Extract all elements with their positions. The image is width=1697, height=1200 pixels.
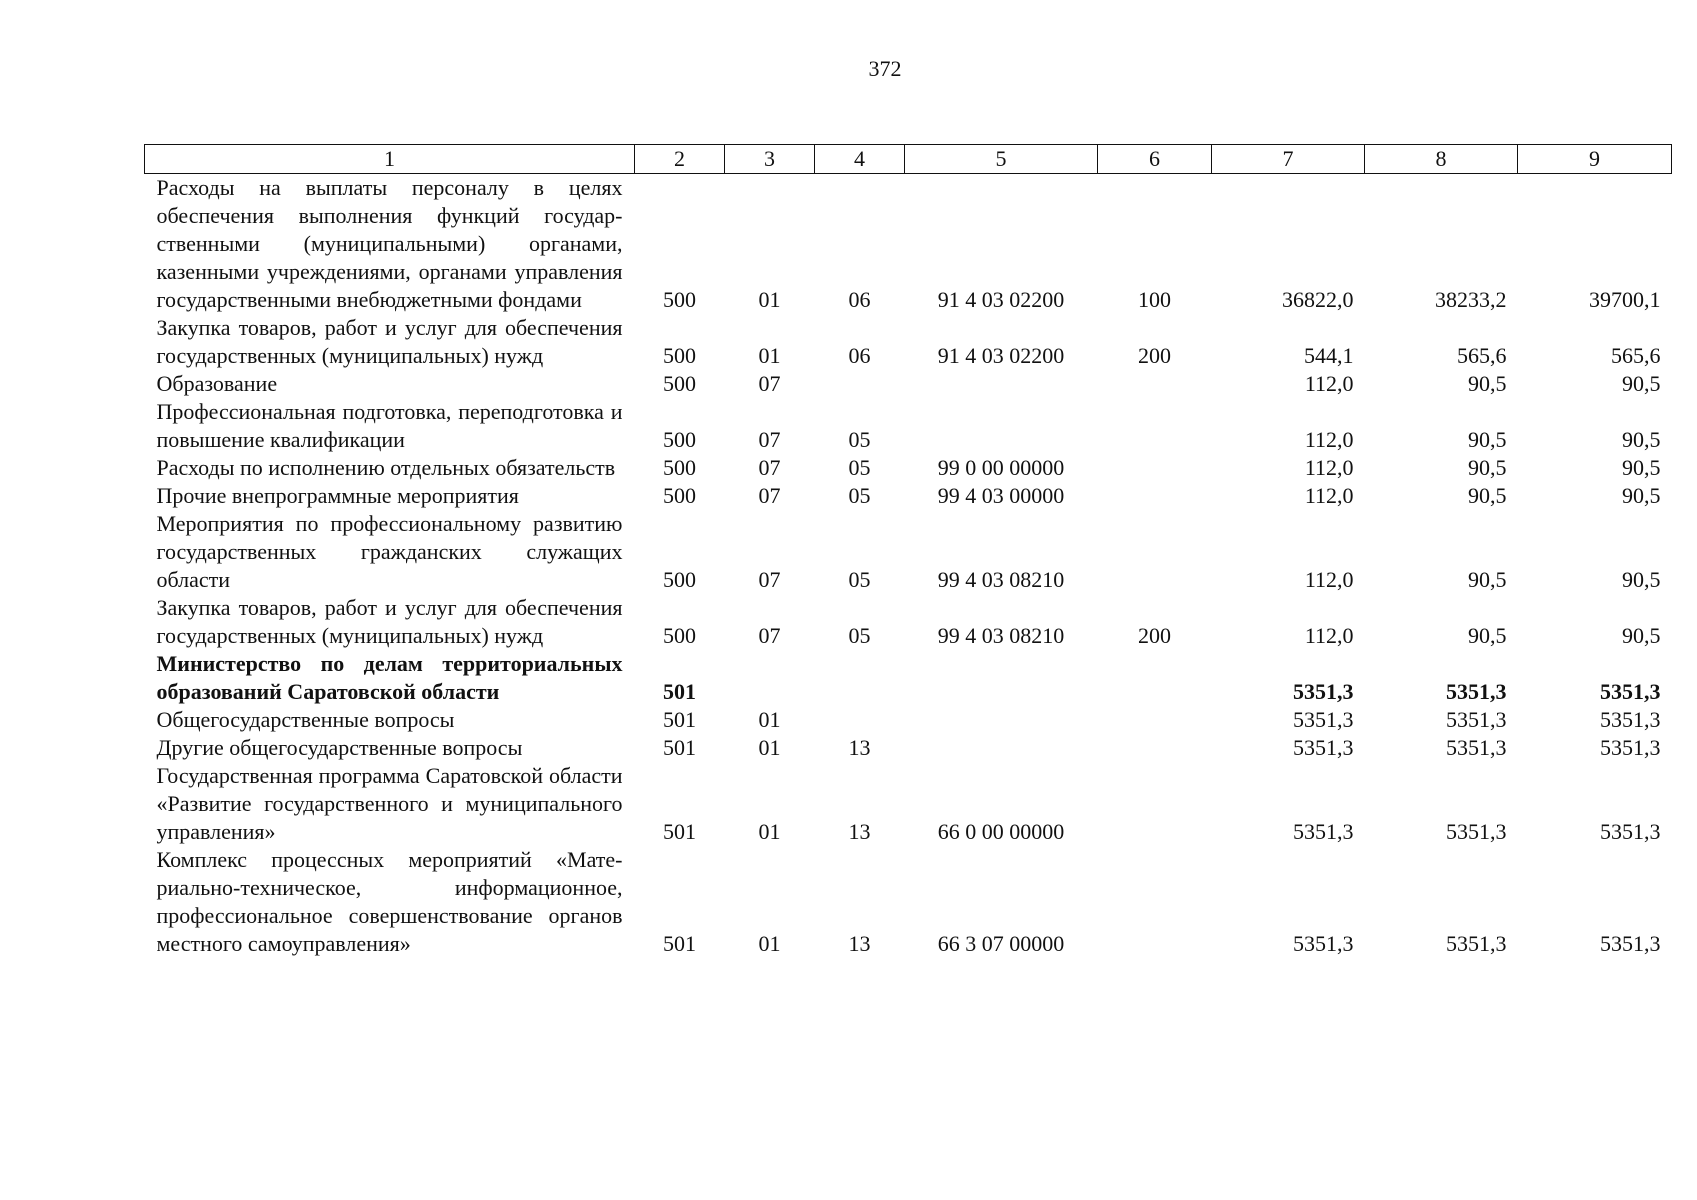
table-row [145, 706, 1672, 734]
row-subsection [815, 650, 905, 706]
row-target-article: 91 4 03 02200 [937, 343, 1065, 368]
row-amount-year2: 90,5 [1468, 567, 1507, 592]
row-subsection: 13 [848, 819, 871, 844]
header-col-8: 8 [1365, 145, 1518, 174]
row-amount-year3: 565,6 [1611, 343, 1661, 368]
header-col-6: 6 [1098, 145, 1212, 174]
row-amount-year3: 39700,1 [1589, 287, 1661, 312]
row-amount-year1: 112,0 [1304, 623, 1354, 648]
row-amount-year2: 5351,3 [1446, 819, 1507, 844]
table-row [145, 482, 1672, 510]
row-target-article: 99 4 03 08210 [937, 567, 1065, 592]
row-target-article: 99 0 00 00000 [937, 455, 1065, 480]
table-row [145, 846, 1672, 958]
row-amount-year2: 90,5 [1468, 427, 1507, 452]
row-admin-code: 501 [663, 931, 696, 956]
row-section: 07 [758, 623, 781, 648]
row-section [725, 650, 815, 706]
row-name: Закупка товаров, работ и услуг для обеспечения государственных (муниципальных) нужд [156, 595, 623, 648]
row-expense-type [1098, 762, 1212, 846]
row-target-article: 66 0 00 00000 [937, 819, 1065, 844]
row-expense-type: 200 [1138, 343, 1171, 368]
row-admin-code: 501 [663, 819, 696, 844]
page-number: 372 [868, 56, 902, 81]
row-section: 07 [758, 427, 781, 452]
row-amount-year2: 90,5 [1468, 483, 1507, 508]
row-amount-year2: 90,5 [1468, 623, 1507, 648]
row-name: Профессиональная подготовка, переподготовка и повышение квалификации [156, 399, 623, 452]
row-expense-type [1098, 482, 1212, 510]
header-col-3: 3 [725, 145, 815, 174]
row-amount-year2: 565,6 [1457, 343, 1507, 368]
row-name: Общегосударственные вопросы [156, 707, 455, 732]
row-amount-year1: 5351,3 [1293, 707, 1354, 732]
row-expense-type [1098, 706, 1212, 734]
row-admin-code: 500 [663, 371, 696, 396]
row-amount-year2: 90,5 [1468, 371, 1507, 396]
row-section: 01 [758, 735, 781, 760]
row-admin-code: 501 [663, 679, 696, 704]
row-amount-year2: 5351,3 [1446, 707, 1507, 732]
budget-table-container [144, 144, 1671, 958]
table-row [145, 594, 1672, 650]
row-admin-code: 500 [663, 483, 696, 508]
table-header [145, 145, 1672, 174]
row-admin-code: 500 [663, 567, 696, 592]
row-subsection: 05 [848, 455, 871, 480]
row-target-article: 99 4 03 00000 [937, 483, 1065, 508]
row-amount-year2: 5351,3 [1446, 931, 1507, 956]
row-section: 07 [758, 371, 781, 396]
row-admin-code: 500 [663, 287, 696, 312]
table-row [145, 734, 1672, 762]
row-target-article: 66 3 07 00000 [937, 931, 1065, 956]
row-name: Другие общегосударственные вопросы [156, 735, 523, 760]
row-expense-type: 200 [1138, 623, 1171, 648]
row-target-article [905, 370, 1098, 398]
header-row [145, 145, 1672, 174]
row-expense-type [1098, 454, 1212, 482]
row-name: Расходы по исполнению отдельных обязательств [156, 455, 616, 480]
row-target-article: 99 4 03 08210 [937, 623, 1065, 648]
table-row [145, 454, 1672, 482]
row-admin-code: 500 [663, 623, 696, 648]
row-expense-type [1098, 398, 1212, 454]
row-section: 01 [758, 707, 781, 732]
row-amount-year3: 90,5 [1622, 427, 1661, 452]
row-amount-year1: 112,0 [1304, 427, 1354, 452]
row-expense-type: 100 [1138, 287, 1171, 312]
row-amount-year3: 5351,3 [1600, 735, 1661, 760]
row-amount-year1: 112,0 [1304, 455, 1354, 480]
row-name: Прочие внепрограммные мероприятия [156, 483, 519, 508]
table-row [145, 370, 1672, 398]
budget-table [144, 144, 1672, 958]
row-subsection: 13 [848, 931, 871, 956]
header-col-7: 7 [1212, 145, 1365, 174]
row-amount-year3: 90,5 [1622, 623, 1661, 648]
row-amount-year1: 36822,0 [1282, 287, 1354, 312]
row-amount-year3: 90,5 [1622, 567, 1661, 592]
row-section: 01 [758, 931, 781, 956]
row-admin-code: 501 [663, 735, 696, 760]
table-row [145, 762, 1672, 846]
row-section: 01 [758, 287, 781, 312]
header-col-2: 2 [635, 145, 725, 174]
row-amount-year2: 90,5 [1468, 455, 1507, 480]
row-amount-year3: 5351,3 [1600, 679, 1661, 704]
row-amount-year3: 90,5 [1622, 455, 1661, 480]
row-subsection: 05 [848, 623, 871, 648]
row-expense-type [1098, 734, 1212, 762]
row-amount-year2: 5351,3 [1446, 735, 1507, 760]
row-section: 07 [758, 483, 781, 508]
row-admin-code: 500 [663, 427, 696, 452]
row-amount-year2: 38233,2 [1435, 287, 1507, 312]
row-amount-year2: 5351,3 [1446, 679, 1507, 704]
row-amount-year1: 5351,3 [1293, 931, 1354, 956]
row-amount-year1: 544,1 [1304, 343, 1354, 368]
row-section: 07 [758, 455, 781, 480]
table-row [145, 398, 1672, 454]
row-expense-type [1098, 370, 1212, 398]
row-admin-code: 500 [663, 343, 696, 368]
header-col-5: 5 [905, 145, 1098, 174]
row-subsection: 05 [848, 567, 871, 592]
row-expense-type [1098, 510, 1212, 594]
row-admin-code: 500 [663, 455, 696, 480]
row-subsection: 06 [848, 343, 871, 368]
row-amount-year1: 112,0 [1304, 371, 1354, 396]
row-expense-type [1098, 846, 1212, 958]
row-name: Комплекс процессных мероприятий «Материально-техническое, информационное, профессиональное совершенствование органов местного самоуправления» [156, 847, 623, 956]
row-subsection: 13 [848, 735, 871, 760]
row-subsection: 05 [848, 483, 871, 508]
row-amount-year1: 112,0 [1304, 483, 1354, 508]
row-amount-year3: 5351,3 [1600, 707, 1661, 732]
row-name: Расходы на выплаты персоналу в целях обеспечения выполнения функций государственными (муниципальными) органами, казенными учреждениями, органами управления государственными внебюджетными фондами [156, 175, 623, 312]
row-target-article [905, 650, 1098, 706]
row-name: Мероприятия по профессиональному развитию государственных гражданских служащих области [156, 511, 623, 592]
table-row [145, 510, 1672, 594]
row-amount-year3: 5351,3 [1600, 819, 1661, 844]
table-row [145, 174, 1672, 315]
header-col-1: 1 [145, 145, 635, 174]
row-amount-year3: 90,5 [1622, 483, 1661, 508]
header-col-9: 9 [1518, 145, 1672, 174]
row-amount-year1: 112,0 [1304, 567, 1354, 592]
table-body [145, 174, 1672, 959]
row-section: 07 [758, 567, 781, 592]
row-section: 01 [758, 819, 781, 844]
table-row [145, 650, 1672, 706]
table-row [145, 314, 1672, 370]
row-target-article: 91 4 03 02200 [937, 287, 1065, 312]
row-subsection: 06 [848, 287, 871, 312]
row-target-article [905, 706, 1098, 734]
row-name: Образование [156, 371, 278, 396]
row-target-article [905, 398, 1098, 454]
header-col-4: 4 [815, 145, 905, 174]
row-subsection [815, 370, 905, 398]
row-amount-year1: 5351,3 [1293, 679, 1354, 704]
row-name: Министерство по делам территориальных образований Саратовской области [156, 651, 623, 704]
row-target-article [905, 734, 1098, 762]
row-amount-year1: 5351,3 [1293, 819, 1354, 844]
row-amount-year1: 5351,3 [1293, 735, 1354, 760]
row-amount-year3: 5351,3 [1600, 931, 1661, 956]
row-section: 01 [758, 343, 781, 368]
row-expense-type [1098, 650, 1212, 706]
row-amount-year3: 90,5 [1622, 371, 1661, 396]
row-name: Государственная программа Саратовской области «Развитие государственного и муниципального управления» [156, 763, 623, 844]
row-name: Закупка товаров, работ и услуг для обеспечения государственных (муниципальных) нужд [156, 315, 623, 368]
row-admin-code: 501 [663, 707, 696, 732]
row-subsection [815, 706, 905, 734]
row-subsection: 05 [848, 427, 871, 452]
